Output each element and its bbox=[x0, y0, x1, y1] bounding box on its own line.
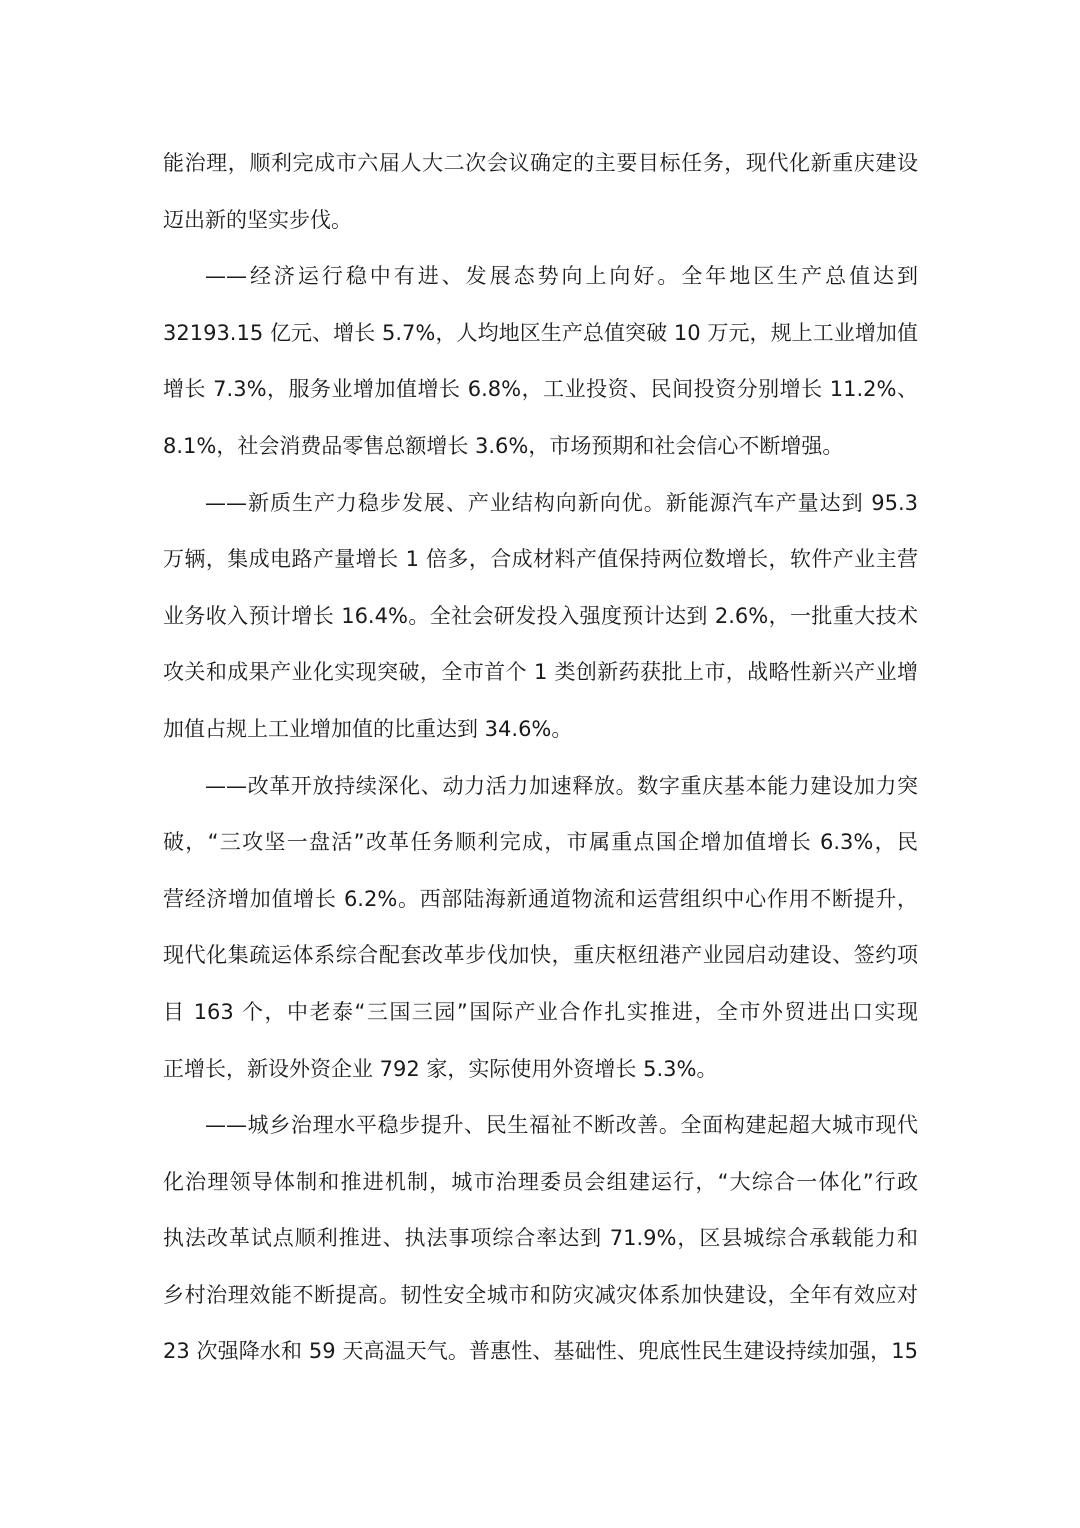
text-line: 能治理，顺利完成市六届人大二次会议确定的主要目标任务，现代化新重庆建设 bbox=[163, 151, 918, 175]
text-line: 万辆，集成电路产量增长 1 倍多，合成材料产值保持两位数增长，软件产业主营 bbox=[163, 547, 918, 572]
text-line: 32193.15 亿元、增长 5.7%，人均地区生产总值突破 10 万元，规上工业增加值 bbox=[163, 320, 918, 345]
text-line: 执法改革试点顺利推进、执法事项综合率达到 71.9%，区县城综合承载能力和 bbox=[163, 1226, 918, 1251]
text-line: 乡村治理效能不断提高。韧性安全城市和防灾减灾体系加快建设，全年有效应对 bbox=[163, 1282, 918, 1307]
text-line: 23 次强降水和 59 天高温天气。普惠性、基础性、兜底性民生建设持续加强，15 bbox=[163, 1339, 918, 1364]
text-line: 营经济增加值增长 6.2%。西部陆海新通道物流和运营组织中心作用不断提升， bbox=[163, 886, 918, 911]
text-line: 目 163 个，中老泰“三国三园”国际产业合作扎实推进，全市外贸进出口实现 bbox=[163, 999, 918, 1024]
paragraph-first-line: ——城乡治理水平稳步提升、民生福祉不断改善。全面构建起超大城市现代 bbox=[205, 1113, 918, 1138]
body-text bbox=[163, 135, 918, 1380]
text-line: 正增长，新设外资企业 792 家，实际使用外资增长 5.3%。 bbox=[163, 1056, 718, 1081]
text-line: 加值占规上工业增加值的比重达到 34.6%。 bbox=[163, 716, 573, 741]
text-line: 化治理领导体制和推进机制，城市治理委员会组建运行，“大综合一体化”行政 bbox=[163, 1169, 918, 1194]
text-line: 业务收入预计增长 16.4%。全社会研发投入强度预计达到 2.6%，一批重大技术 bbox=[163, 603, 918, 628]
text-line: 攻关和成果产业化实现突破，全市首个 1 类创新药获批上市，战略性新兴产业增 bbox=[163, 660, 918, 685]
paragraph-first-line: ——新质生产力稳步发展、产业结构向新向优。新能源汽车产量达到 95.3 bbox=[205, 490, 918, 515]
paragraph-first-line: ——经济运行稳中有进、发展态势向上向好。全年地区生产总值达到 bbox=[205, 264, 918, 289]
text-line: 迈出新的坚实步伐。 bbox=[163, 207, 352, 232]
text-line: 8.1%，社会消费品零售总额增长 3.6%，市场预期和社会信心不断增强。 bbox=[163, 433, 844, 458]
paragraph-first-line: ——改革开放持续深化、动力活力加速释放。数字重庆基本能力建设加力突 bbox=[205, 773, 918, 798]
text-line: 破，“三攻坚一盘活”改革任务顺利完成，市属重点国企增加值增长 6.3%，民 bbox=[163, 830, 918, 855]
text-line: 增长 7.3%，服务业增加值增长 6.8%，工业投资、民间投资分别增长 11.2%、 bbox=[163, 377, 918, 402]
text-line: 现代化集疏运体系综合配套改革步伐加快，重庆枢纽港产业园启动建设、签约项 bbox=[163, 943, 918, 968]
